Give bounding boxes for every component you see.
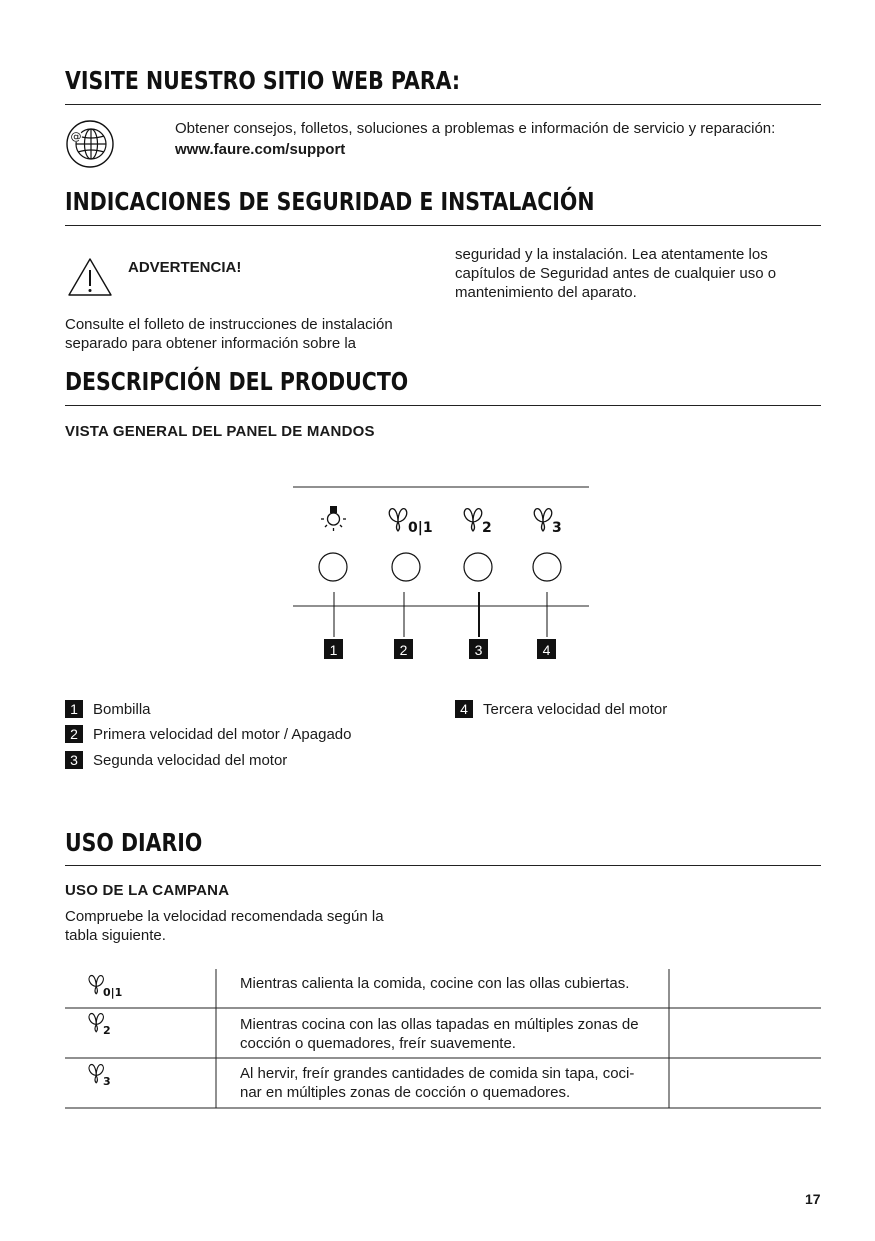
table-speed-label: 0|1 [103, 986, 123, 999]
safety-heading: INDICACIONES DE SEGURIDAD E INSTALACIÓN [65, 187, 595, 216]
table-row-text: cocción o quemadores, freír suavemente. [240, 1035, 516, 1052]
warning-triangle-icon [67, 257, 113, 297]
svg-text:@: @ [70, 130, 82, 143]
fan-speed-1-label: 0|1 [408, 520, 433, 536]
hood-use-subheading: USO DE LA CAMPANA [65, 882, 230, 899]
legend-item [65, 725, 351, 743]
table-speed-label: 2 [103, 1024, 111, 1037]
intro-line1: Compruebe la velocidad recomendada según la [65, 908, 384, 925]
legend-text: Bombilla [93, 700, 151, 718]
callout-number: 3 [474, 642, 483, 658]
table-speed-label: 3 [103, 1075, 111, 1088]
speed-2-button[interactable] [464, 553, 492, 581]
legend-item [65, 751, 287, 769]
legend-number: 1 [65, 700, 83, 718]
safety-left-line2: separado para obtener información sobre la [65, 335, 357, 352]
table-row-text: nar en múltiples zonas de cocción o quemadores. [240, 1084, 571, 1101]
intro-line2: tabla siguiente. [65, 927, 166, 944]
callout-number: 1 [329, 642, 338, 658]
fan-speed-2-icon [464, 509, 482, 531]
daily-use-heading: USO DIARIO [65, 828, 203, 857]
heading-rule [65, 104, 821, 105]
safety-right-line3: mantenimiento del aparato. [455, 284, 637, 301]
legend-text: Segunda velocidad del motor [93, 751, 288, 769]
website-description: Obtener consejos, folletos, soluciones a problemas e información de servicio y reparación: [175, 120, 776, 137]
table-row-text: Mientras calienta la comida, cocine con las ollas cubiertas. [240, 975, 630, 992]
legend-item [455, 700, 667, 718]
support-link[interactable]: www.faure.com/support [175, 141, 346, 158]
legend-number: 2 [65, 725, 83, 743]
control-panel-diagram [290, 480, 595, 670]
light-button[interactable] [319, 553, 347, 581]
heading-rule [65, 865, 821, 866]
fan-speed-3-icon [534, 509, 552, 531]
table-row-text: Al hervir, freír grandes cantidades de comida sin tapa, coci- [240, 1065, 635, 1082]
table-row-text: Mientras cocina con las ollas tapadas en múltiples zonas de [240, 1016, 639, 1033]
heading-rule [65, 225, 821, 226]
safety-right-line1: seguridad y la instalación. Lea atentamente los [455, 246, 768, 263]
legend-number: 3 [65, 751, 83, 769]
warning-label: ADVERTENCIA! [128, 259, 242, 276]
light-bulb-icon [321, 506, 346, 531]
fan-speed-3-label: 3 [552, 520, 562, 536]
product-heading: DESCRIPCIÓN DEL PRODUCTO [65, 367, 409, 396]
fan-speed-1-icon [389, 509, 407, 531]
fan-speed-3-icon [89, 1065, 103, 1083]
fan-speed-2-label: 2 [482, 520, 492, 536]
globe-at-icon [64, 119, 116, 169]
page-number: 17 [805, 1191, 821, 1207]
speed-3-button[interactable] [533, 553, 561, 581]
fan-speed-2-icon [89, 1014, 103, 1032]
callout-number: 2 [399, 642, 408, 658]
safety-right-line2: capítulos de Seguridad antes de cualquier uso o [455, 265, 777, 282]
legend-text: Primera velocidad del motor / Apagado [93, 725, 352, 743]
legend-number: 4 [455, 700, 473, 718]
speed-1-button[interactable] [392, 553, 420, 581]
heading-rule [65, 405, 821, 406]
callout-number: 4 [542, 642, 551, 658]
control-panel-subheading: VISTA GENERAL DEL PANEL DE MANDOS [65, 423, 375, 440]
website-heading: VISITE NUESTRO SITIO WEB PARA: [65, 66, 461, 95]
fan-speed-1-icon [89, 976, 103, 994]
legend-text: Tercera velocidad del motor [483, 700, 668, 718]
safety-left-line1: Consulte el folleto de instrucciones de instalación [65, 316, 393, 333]
legend-item [65, 700, 151, 718]
